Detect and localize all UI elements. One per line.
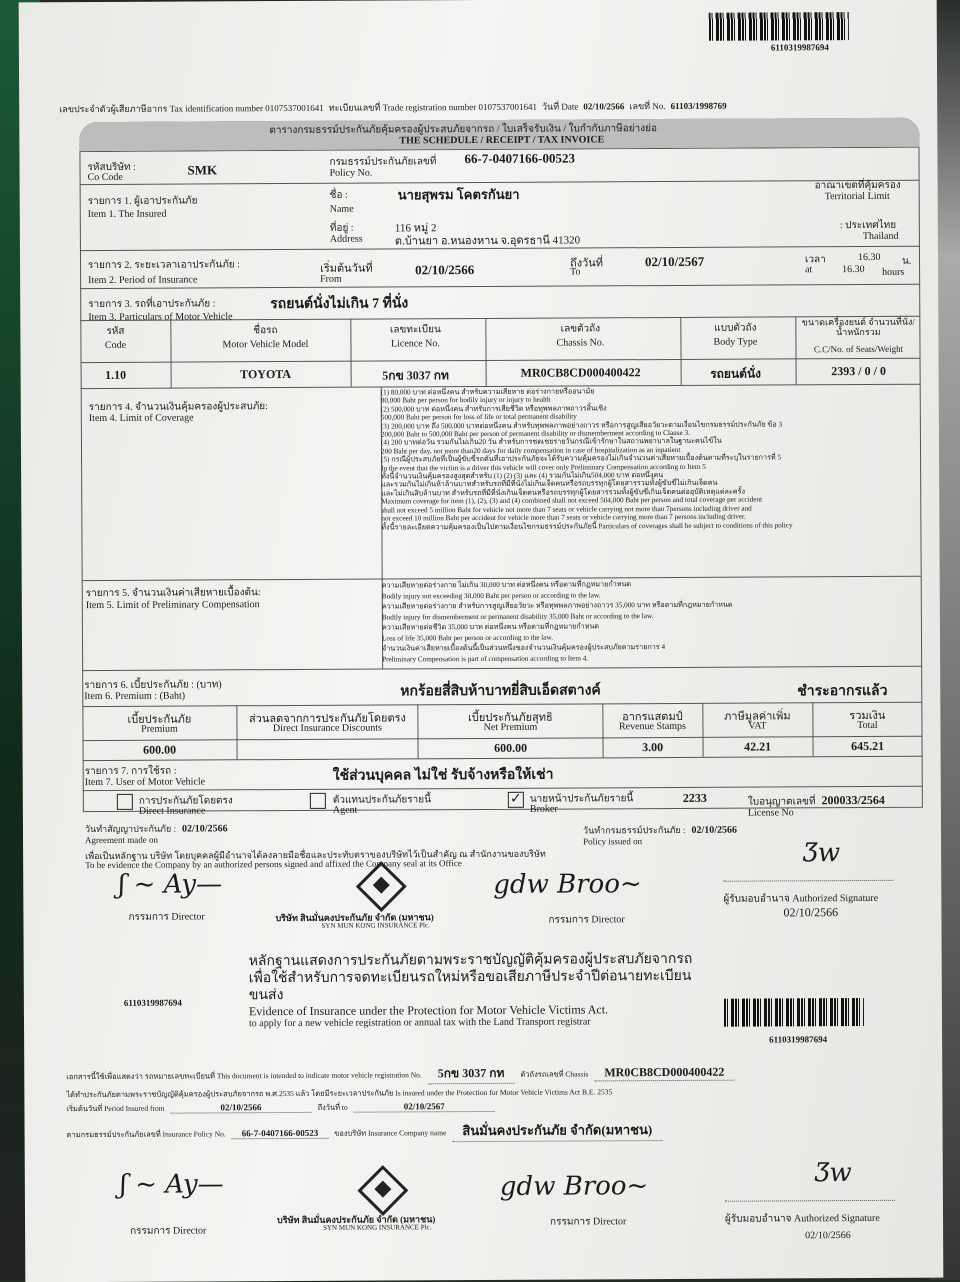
broker-label-th: นายหน้าประกันภัยรายนี้ (529, 793, 634, 805)
vehicle-header-en: Motor Vehicle Model (222, 338, 309, 351)
doc-number: 61103/1998769 (670, 100, 727, 111)
title-th: ตารางกรมธรรม์ประกันภัยคุ้มครองผู้ประสบภัยจากรถ / ใบเสร็จรับเงิน / ใบกำกับภาษีอย่างย่อ (269, 123, 657, 137)
cert-from-date: 02/10/2566 (171, 1102, 312, 1114)
evidence-en: To be evidence the Company by an authorized persons signed and affixed the Company seal at its Office (85, 858, 462, 871)
from-label-th: เริ่มต้นวันที่ (320, 262, 373, 275)
item6-label-en: Item 6. Premium : (Baht) (84, 690, 186, 703)
vehicle-header-th: เลขตัวถัง (560, 323, 601, 335)
co-code-label-th: รหัสบริษัท : (87, 161, 136, 174)
item3-label-th: รายการ 3. รถที่เอาประกันภัย : (88, 298, 216, 311)
director-signature-1: ʃ ~ Ay— (118, 869, 223, 900)
coverage-line: ทั้งนี้จำนวนเงินคุ้มครองสูงสุดสำหรับ (1) (2) (3) และ (4) รวมกันไม่เกิน504,000 บาท ต่อหนึ่งคน (381, 471, 664, 481)
coverage-line: 200,000 Baht to 500,000 Baht per person of permanent disability or dismemberment according to Clause 3. (380, 428, 690, 439)
cert-to-date: 02/10/2567 (354, 1101, 495, 1113)
coverage-line: 500,000 Baht per person for loss of life or total permanent disability (380, 412, 577, 422)
direct-insurance-checkbox[interactable] (117, 794, 133, 810)
from-label-en: From (320, 273, 342, 285)
vehicle-header-th: รหัส (106, 325, 125, 337)
cert-to-label: ถึงวันที่ to (317, 1102, 348, 1112)
compensation-line: Preliminary Compensation is part of compensation according to Item 4. (382, 653, 589, 664)
insurance-document (19, 0, 944, 1282)
direct-label-th: การประกันภัยโดยตรง (138, 795, 233, 807)
director-signature-3: ʃ ~ Ay— (119, 1169, 224, 1200)
cert-from-label: เริ่มต้นวันที่ Period Insured from (66, 1103, 165, 1114)
tax-header-line (59, 98, 937, 117)
vehicle-header-en: Chassis No. (556, 337, 605, 349)
premium-in-words: หกร้อยสี่สิบห้าบาทยี่สิบเอ็ดสตางค์ (400, 683, 601, 700)
premium-cell: 600.00 (143, 742, 177, 757)
premium-header-en: VAT (748, 720, 767, 732)
chassis-label: ตัวถังรถเลขที่ Chassis (520, 1069, 589, 1079)
vehicle-cell: รถยนต์นั่ง (710, 366, 762, 381)
registration-row (66, 1063, 734, 1086)
barcode-number: 6110319987694 (770, 42, 829, 53)
premium-cell: 600.00 (494, 740, 528, 755)
item2-label-th: รายการ 2. ระยะเวลาเอาประกันภัย : (88, 259, 240, 272)
vehicle-cell: 1.10 (105, 367, 127, 382)
agent-label-en: Agent (332, 804, 358, 816)
compensation-line: Loss of life 35,000 Baht per person or according to the law. (381, 633, 554, 643)
coverage-line: (4) 200 บาทต่อวัน รวมกันไม่เกิน20 วัน สำหรับการชดเชยรายวันกรณีเข้ารักษาในสถานพยาบาลในฐานะคนไข้ใน (380, 437, 722, 447)
policy-label-en: Policy No. (329, 167, 373, 179)
vehicle-header-th: เลขทะเบียน (389, 324, 441, 336)
item7-label-en: Item 7. User of Motor Vehicle (84, 776, 206, 789)
policy-label-th: กรมธรรม์ประกันภัยเลขที่ (329, 156, 437, 168)
premium-header-en: Revenue Stamps (618, 720, 686, 733)
name-label-en: Name (329, 203, 354, 215)
tax-id: เลขประจำตัวผู้เสียภาษีอากร Tax identification number 0107537001641 (59, 102, 324, 115)
certificate-title-th2: เพื่อใช้สำหรับการจดทะเบียนรถใหม่หรือขอเสียภาษีประจำปีต่อนายทะเบียนขนส่ง (248, 968, 692, 1004)
time-start: 16.30 (857, 251, 881, 264)
no-label: เลขที่ No. (629, 101, 666, 112)
license-label-th: ใบอนุญาตเลขที่ (747, 796, 816, 808)
period-to: 02/10/2567 (644, 253, 705, 270)
authorized-date-2: 02/10/2566 (805, 1230, 851, 1242)
vehicle-header-en: C.C/No. of Seats/Weight (813, 343, 904, 355)
country-en: Thailand (862, 230, 899, 242)
preliminary-compensation-text (382, 578, 922, 665)
agent-label-th: ตัวแทนประกันภัยรายนี้ (332, 794, 431, 806)
director-label: กรรมการ Director (128, 911, 205, 923)
license-number: 200033/2564 (821, 792, 885, 808)
compensation-line: จำนวนเงินค่าเสียหายเบื้องต้นนี้เป็นส่วนหนึ่งของจำนวนเงินคุ้มครองผู้ประสบภัยตามรายการ 4 (382, 643, 666, 653)
premium-header-th: ส่วนลดจากการประกันภัยโดยตรง (248, 712, 406, 726)
company-name-th-2: บริษัท สินมั่นคงประกันภัย จำกัด (มหาชน) (277, 1214, 436, 1226)
premium-header-en: Direct Insurance Discounts (273, 722, 382, 735)
broker-label-en: Broker (529, 803, 558, 815)
cert-company-label: ของบริษัท Insurance Company name (334, 1128, 447, 1138)
premium-header-th: ภาษีมูลค่าเพิ่ม (724, 710, 791, 723)
address-line1: 116 หมู่ 2 (394, 222, 437, 235)
co-code-label-en: Co Code (87, 171, 123, 184)
coverage-line: และไม่เกินสิบล้านบาท สำหรับรถที่มีที่นั่งเกินเจ็ดคนหรือรถบรรทุกผู้โดยสารรวมทั้งผู้ขับขี่เกินเจ็ดคนต่ออุบัติเหตุแต่ละครั้ง (381, 487, 746, 498)
coverage-text (381, 386, 922, 532)
compensation-line: Bodily injury not exceeding 30,000 Baht per person or according to the law. (381, 590, 601, 601)
issued-date: 02/10/2566 (691, 824, 738, 836)
agreement-label-en: Agreement made on (85, 834, 159, 846)
signature-line (725, 1200, 895, 1202)
certificate-title-en2: to apply for a new vehicle registration or annual tax with the Land Transport registrar (248, 1016, 591, 1030)
premium-header-th: เบี้ยประกันภัยสุทธิ (468, 711, 553, 725)
premium-header-th: เบี้ยประกันภัย (127, 713, 192, 726)
item6-label-th: รายการ 6. เบี้ยประกันภัย : (บาท) (84, 679, 222, 692)
evidence-th: เพื่อเป็นหลักฐาน บริษัท โดยบุคคลผู้มีอำนาจได้ลงลายมือชื่อและประทับตราของบริษัทไว้เป็นสำคัญ ณ สำนักงานของบริษัท (85, 848, 546, 862)
time-label-en: at (805, 264, 813, 276)
director-label-2: กรรมการ Director (548, 914, 625, 926)
company-logo (356, 861, 407, 912)
registration-label: เอกสารนี้ใช้เพื่อแสดงว่า รถหมายเลขทะเบียนที่ This document is intended to indicate motor vehicle registration No. (66, 1070, 422, 1082)
unit-th: น. (901, 255, 912, 267)
item3-label-en: Item 3. Particulars of Motor Vehicle (88, 311, 233, 324)
premium-cell: 42.21 (744, 739, 772, 754)
direct-label-en: Direct Insurance (138, 805, 206, 817)
director-label-3: กรรมการ Director (130, 1225, 207, 1237)
company-logo-2 (357, 1165, 408, 1216)
vehicle-cell: 5กข 3037 กท (382, 368, 449, 383)
to-label-th: ถึงวันที่ (569, 257, 604, 270)
director-signature-2: gdw Broo~ (493, 869, 642, 900)
broker-number: 2233 (682, 790, 707, 805)
premium-cell: 645.21 (851, 738, 885, 754)
issued-label-th: วันทำกรมธรรม์ประกันภัย : (582, 824, 686, 836)
insured-name: นายสุพรม โคตรกันยา (397, 186, 520, 203)
coverage-line: In the event that the victim is a driver this vehicle will cover only Preliminary Compensation according to Item 5 (381, 462, 706, 473)
premium-header-en: Net Premium (483, 721, 538, 733)
coverage-line: shall not exceed 5 million Baht for vehicle not more than 7 seats or vehicle carrying not more than 7persons including driver and (381, 504, 752, 515)
authorized-signature-2: Ʒw (814, 1158, 852, 1189)
compensation-line: ความเสียหายต่อร่างกาย สำหรับการสูญเสียอวัยวะ หรือทุพพลภาพอย่างถาวร 35,000 บาท หรือตามที่กฎหมายกำหนด (381, 600, 733, 611)
company-name-th: บริษัท สินมั่นคงประกันภัย จำกัด (มหาชน) (275, 912, 434, 924)
compensation-line: Bodily injury for dismemberment or permanent disability 35,000 Baht or according to the law. (381, 611, 654, 622)
issued-row (583, 823, 737, 838)
coverage-line: 200 Baht per day, not more than20 days for daily compensation in case of hospitalization as an inpatient (380, 445, 681, 456)
date-value: 02/10/2566 (583, 101, 625, 112)
certificate-number: 6110319987694 (123, 997, 182, 1008)
signature-line (723, 880, 893, 882)
period-from: 02/10/2566 (415, 262, 475, 278)
authorized-label: ผู้รับมอบอำนาจ Authorized Signature (723, 892, 879, 905)
item4-label-en: Item 4. Limit of Coverage (88, 412, 194, 425)
agreement-label-th: วันทำสัญญาประกันภัย : (84, 823, 177, 835)
policy-row (67, 1119, 663, 1144)
territorial-label-en: Territorial Limit (824, 190, 890, 203)
territorial-label-th: อาณาเขตที่คุ้มครอง (814, 179, 901, 192)
vehicle-header-th: แบบตัวถัง (714, 322, 757, 334)
vehicle-use: ใช้ส่วนบุคคล ไม่ใช่ รับจ้างหรือให้เช่า (332, 767, 554, 784)
certificate-title-th1: หลักฐานแสดงการประกันภัยตามพระราชบัญญัติคุ้มครองผู้ประสบภัยจากรถ (248, 951, 693, 970)
coverage-line: (3) 200,000 บาท ถึง 500,000 บาทต่อหนึ่งคน สำหรับทุพพลภาพอย่างถาวร หรือการสูญเสียอวัยวะตามเงื่อนไขกรมธรรม์ประกันภัย ข้อ 3 (380, 420, 783, 431)
vehicle-header-en: Licence No. (390, 338, 440, 350)
item2-label-en: Item 2. Period of Insurance (88, 274, 198, 287)
time-label-th: เวลา (804, 254, 826, 266)
duty-paid-stamp: ชำระอากรแล้ว (797, 683, 888, 700)
policy-number: 66-7-0407166-00523 (464, 150, 576, 167)
name-label-th: ชื่อ : (329, 189, 348, 201)
chassis-number: MR0CB8CD000400422 (594, 1065, 734, 1082)
period-row (66, 1101, 494, 1115)
act-line: ได้ทำประกันภัยตามพระราชบัญญัติคุ้มครองผู้ประสบภัยจากรถ พ.ศ.2535 แล้ว โดยมีระยะเวลาประกันภัย Is insured under the Protection for Motor Vehicle Victims Act B.E. 2535 (66, 1087, 613, 1100)
company-name-en-2: SYN MUN KONG INSURANCE Plc. (323, 1223, 432, 1232)
barcode-top (709, 12, 849, 41)
vehicle-header-th: ขนาดเครื่องยนต์ จำนวนที่นั่ง/น้ำหนักรวม (801, 316, 915, 338)
premium-header-th: รวมเงิน (849, 709, 886, 723)
authorized-date: 02/10/2566 (783, 905, 839, 920)
director-label-4: กรรมการ Director (550, 1216, 627, 1228)
coverage-line: และรวมกันไม่เกินห้าล้านบาทสำหรับรถที่มีที่นั่งไม่เกินเจ็ดคนหรือรถบรรทุกผู้โดยสารรวมทั้งผู้ขับขี่ไม่เกินเจ็ดคน (381, 479, 718, 489)
vehicle-type: รถยนต์นั่งไม่เกิน 7 ที่นั่ง (270, 296, 409, 313)
vehicle-table (19, 0, 937, 2)
coverage-line: (1) 80,000 บาท ต่อหนึ่งคน สำหรับความเสียหาย ต่อร่างกายหรืออนามัย (380, 387, 595, 397)
agent-checkbox[interactable] (310, 793, 326, 809)
vehicle-header-en: Body Type (713, 336, 758, 348)
coverage-line: 80,000 Baht per person for bodily injury or injury to health (380, 396, 551, 405)
coverage-line: ทั้งนี้รายละเอียดความคุ้มครองเป็นไปตามเงื่อนไขกรมธรรม์ประกันภัยนี้ Particulars of coverages shall be subject to conditions of this policy (381, 520, 793, 532)
premium-cell: 3.00 (642, 740, 664, 755)
cert-policy-label: ตามกรมธรรม์ประกันภัยเลขที่ Insurance Policy No. (66, 1129, 226, 1140)
item5-label-en: Item 5. Limit of Preliminary Compensation (85, 599, 260, 612)
address-line2: ต.บ้านยา อ.หนองหาน จ.อุดรธานี 41320 (394, 234, 581, 248)
item5-label-th: รายการ 5. จำนวนเงินค่าเสียหายเบื้องต้น: (85, 587, 261, 600)
premium-header-en: Total (857, 719, 878, 732)
certificate-title-en1: Evidence of Insurance under the Protection for Motor Vehicle Victims Act. (248, 1002, 609, 1019)
cert-company-name: สินมั่นคงประกันภัย จำกัด(มหาชน) (452, 1119, 662, 1142)
premium-header-th: อากรแสตมป์ (622, 710, 683, 724)
coverage-line: Maximum coverage for item (1), (2), (3) and (4) combined shall not exceed 504,000 Baht per person and total coverage per accident (381, 495, 763, 506)
issued-label-en: Policy issued on (583, 836, 643, 847)
country-th: : ประเทศไทย (839, 219, 897, 232)
vehicle-header-th: ชื่อรถ (253, 325, 278, 337)
time-end: 16.30 (842, 263, 865, 276)
license-label-en: License No (747, 807, 794, 819)
authorized-label-2: ผู้รับมอบอำนาจ Authorized Signature (725, 1212, 880, 1225)
item1-label-en: Item 1. The Insured (87, 208, 167, 221)
premium-table (19, 0, 937, 2)
director-signature-4: gdw Broo~ (499, 1171, 649, 1202)
registration-number: 5กข 3037 กท (428, 1064, 515, 1084)
barcode-certificate (724, 998, 864, 1027)
vehicle-cell: 2393 / 0 / 0 (831, 363, 886, 379)
item1-label-th: รายการ 1. ผู้เอาประกันภัย (87, 195, 198, 208)
date-label: วันที่ Date (541, 101, 579, 112)
trade-reg: ทะเบียนเลขที่ Trade registration number 0107537001641 (328, 101, 538, 113)
vehicle-cell: MR0CB8CD000400422 (520, 365, 641, 380)
coverage-line: not exceed 10 million Baht per accident for vehicle more than 7 seats or vehicle carrying more than 7 persons including driver. (381, 512, 746, 523)
address-label-en: Address (329, 233, 363, 245)
compensation-line: ความเสียหายต่อร่างกาย ไม่เกิน 30,000 บาท ต่อหนึ่งคน หรือตามที่กฎหมายกำหนด (381, 580, 632, 590)
premium-header-en: Premium (141, 723, 178, 735)
to-label-en: To (570, 266, 581, 278)
coverage-line: (5) กรณีผู้ประสบภัยที่เป็นผู้ขับขี่รถคันที่เอาประกันภัยจะได้รับความคุ้มครองไม่เกินจำนวนค่าเสียหายเบื้องต้นตามที่ระบุในรายการที่ 5 (381, 453, 782, 464)
authorized-signature: Ʒw (803, 838, 841, 869)
coverage-line: (2) 500,000 บาท ต่อหนึ่งคน สำหรับการเสียชีวิต หรือทุพพลภาพถาวรสิ้นเชิง (380, 404, 607, 414)
vehicle-header-en: Code (104, 339, 127, 351)
item4-label-th: รายการ 4. จำนวนเงินคุ้มครองผู้ประสบภัย: (88, 401, 268, 414)
cert-policy-number: 66-7-0407166-00523 (232, 1128, 329, 1140)
company-name-en: SYN MUN KONG INSURANCE Plc. (321, 921, 430, 930)
title-en: THE SCHEDULE / RECEIPT / TAX INVOICE (399, 134, 605, 147)
certificate-title (249, 951, 704, 1030)
co-code-value: SMK (187, 162, 218, 178)
agreement-date: 02/10/2566 (181, 823, 228, 835)
broker-checkbox[interactable]: ✓ (508, 792, 524, 808)
address-label-th: ที่อยู่ : (329, 222, 354, 234)
compensation-line: ความเสียหายต่อชีวิต 35,000 บาท ต่อหนึ่งคน หรือตามที่กฎหมายกำหนด (381, 622, 600, 632)
unit-en: hours (882, 266, 905, 278)
certificate-barcode-number: 6110319987694 (769, 1034, 828, 1045)
vehicle-cell: TOYOTA (240, 366, 292, 382)
item7-label-th: รายการ 7. การใช้รถ : (84, 765, 177, 778)
